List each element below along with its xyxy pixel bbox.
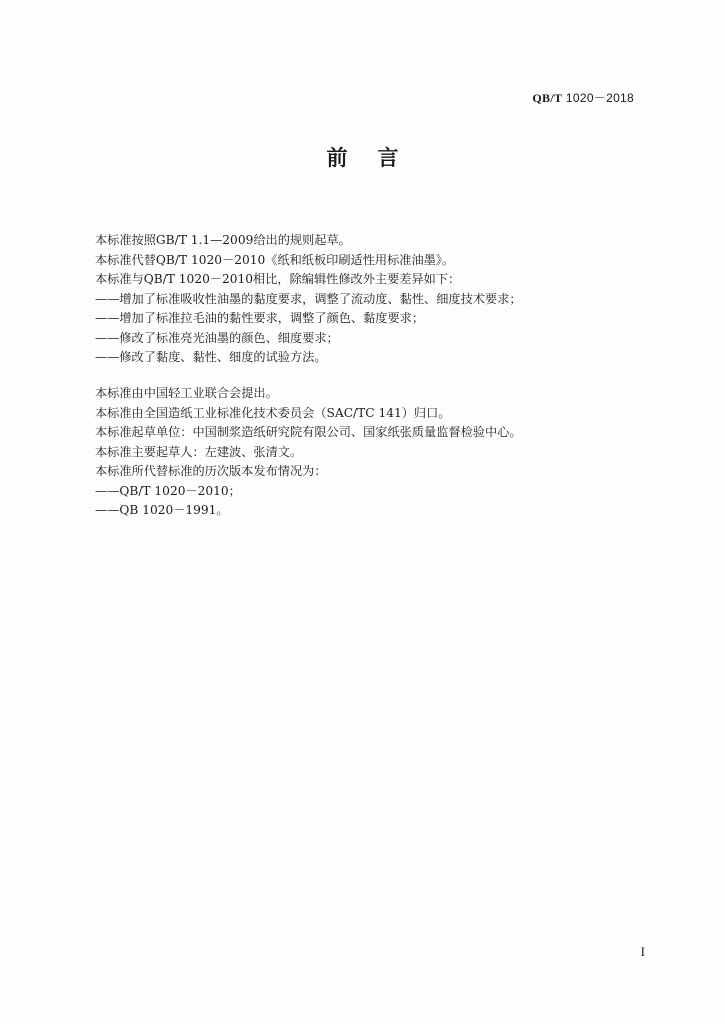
title-char-1: 前 [326, 146, 348, 170]
text-line: ——增加了标准吸收性油墨的黏度要求，调整了流动度、黏性、细度技术要求； [95, 291, 522, 306]
text-line: ——增加了标准拉毛油的黏性要求，调整了颜色、黏度要求； [95, 311, 425, 325]
paragraph-changes [95, 231, 522, 368]
text-line: ——QB/T 1020－2010； [95, 483, 241, 498]
text-line: ——修改了标准亮光油墨的颜色、细度要求； [95, 330, 339, 345]
text-line: 本标准代替QB/T 1020－2010《纸和纸板印刷适性用标准油墨》。 [95, 252, 455, 267]
text-line: 本标准主要起草人：左建波、张清文。 [95, 444, 303, 459]
text-line: 本标准由全国造纸工业标准化技术委员会（SAC/TC 141）归口。 [95, 405, 451, 420]
text-line: ——修改了黏度、黏性、细度的试验方法。 [95, 350, 327, 364]
standard-code-number: 1020－2018 [565, 91, 634, 105]
text-line: 本标准与QB/T 1020－2010相比，除编辑性修改外主要差异如下： [95, 272, 461, 286]
standard-code [532, 89, 634, 106]
text-line: ——QB 1020－1991。 [95, 503, 229, 517]
text-line: 本标准按照GB/T 1.1—2009给出的规则起草。 [95, 233, 351, 247]
standard-code-prefix: QB/T [532, 91, 563, 105]
page-title [0, 142, 725, 172]
text-line: 本标准所代替标准的历次版本发布情况为： [95, 464, 327, 478]
title-char-2: 言 [377, 146, 399, 170]
paragraph-info [95, 384, 522, 521]
text-line: 本标准由中国轻工业联合会提出。 [95, 386, 278, 400]
text-line: 本标准起草单位：中国制浆造纸研究院有限公司、国家纸张质量监督检验中心。 [95, 425, 522, 439]
page-number: I [640, 944, 645, 959]
